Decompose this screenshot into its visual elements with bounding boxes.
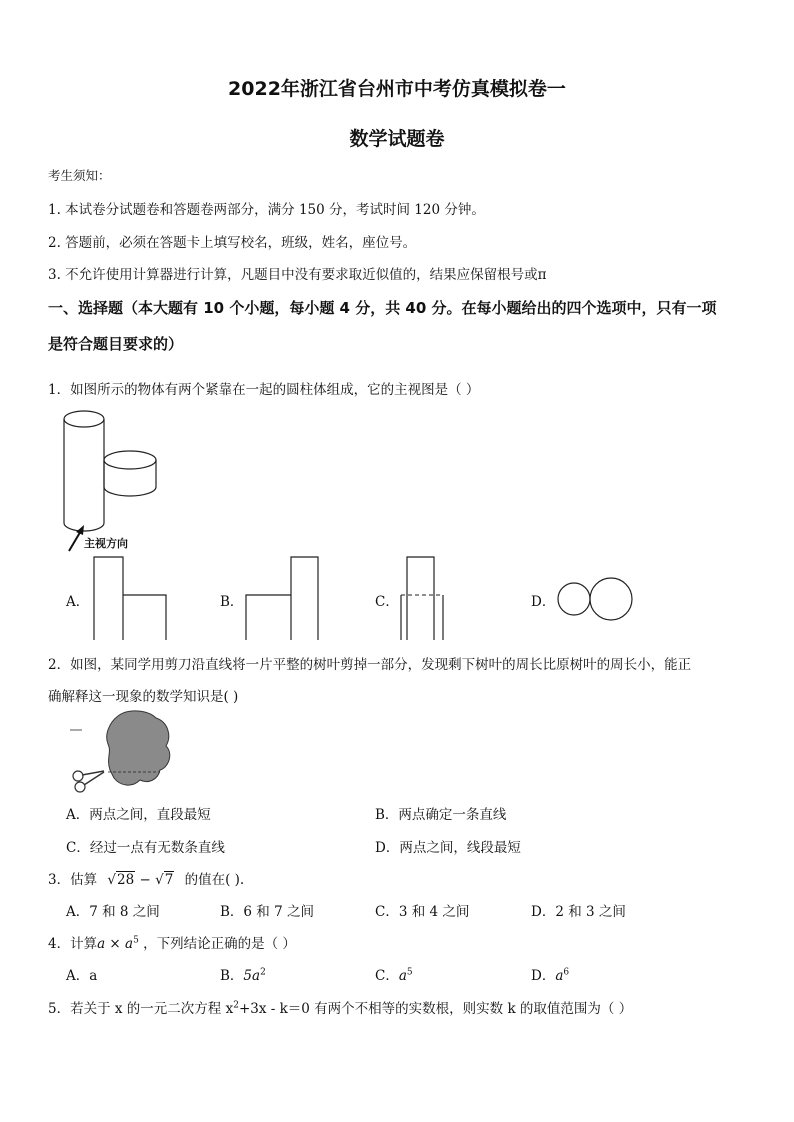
q4-stem-prefix: 4．计算 [48,936,98,952]
q1-option-d-label: D． [531,594,556,610]
q4-option-b-exp: 2 [260,967,266,978]
question-1-stem: 1．如图所示的物体有两个紧靠在一起的圆柱体组成，它的主视图是（ ） [48,382,480,398]
q3-option-a: A．7 和 8 之间 [66,904,160,920]
q4-option-d-base: a [555,968,564,984]
q1-option-b-figure [245,556,325,640]
q3-option-c: C．3 和 4 之间 [375,904,470,920]
q5-sup: 2 [233,1000,239,1011]
question-2-stem-line2: 确解释这一现象的数学知识是( ) [48,689,239,705]
q4-option-b-label: B． [220,968,244,984]
q3-radicand-a: 28 [117,872,135,888]
q4-option-a-label: A． [66,968,90,984]
q4-option-d-label: D． [531,968,556,984]
sqrt-icon: √ [155,872,164,888]
q4-option-b-base: 5a [243,968,261,984]
q1-direction-label: 主视方向 [84,537,128,550]
q4-option-c-exp: 5 [406,967,413,978]
q2-option-b: B．两点确定一条直线 [375,807,507,823]
q2-option-a: A．两点之间，直段最短 [66,807,211,823]
q1-option-b-label: B． [220,594,244,610]
q2-option-c: C．经过一点有无数条直线 [66,840,225,856]
q5-stem-suffix: +3x - k＝0 有两个不相等的实数根，则实数 k 的取值范围为（ ） [238,1001,633,1017]
notice-item-1: 1. 本试卷分试题卷和答题卷两部分，满分 150 分，考试时间 120 分钟。 [48,202,485,218]
q1-option-a-figure [93,556,173,640]
q3-option-b: B．6 和 7 之间 [220,904,314,920]
q2-leaf-scissors-figure [68,708,178,794]
q1-cylinders-figure [55,405,165,555]
q4-option-c-base: a [398,968,407,984]
page-title: 2022年浙江省台州市中考仿真模拟卷一 [228,78,566,100]
notice-item-3: 3. 不允许使用计算器进行计算，凡题目中没有要求取近似值的，结果应保留根号或π [48,267,547,283]
q3-stem-prefix: 3．估算 [48,872,98,888]
notice-item-2: 2. 答题前，必须在答题卡上填写校名，班级，姓名，座位号。 [48,235,417,251]
section-heading-line2: 是符合题目要求的） [48,335,184,353]
question-4-stem [48,932,296,952]
q4-option-d [531,964,569,984]
q1-option-d-figure [557,578,637,624]
q3-radicand-b: 7 [164,872,174,888]
q4-option-d-exp: 6 [563,967,570,978]
q1-option-c-label: C． [375,594,399,610]
question-5-stem [48,997,632,1017]
q4-expr-exp: 5 [133,935,139,946]
page-subtitle: 数学试题卷 [349,128,445,150]
q4-stem-suffix: ，下列结论正确的是（ ） [143,936,296,952]
q4-option-a-base: a [89,968,98,984]
notice-heading: 考生须知： [48,168,111,183]
q3-stem-suffix: 的值在( ). [184,872,245,888]
q4-expr: a × a [97,936,134,952]
section-heading-line1: 一、选择题（本大题有 10 个小题，每小题 4 分，共 40 分。在每小题给出的四个选项中，只有一项 [48,299,717,317]
q4-option-b [220,964,266,984]
question-3-stem [48,868,244,888]
q4-option-c-label: C． [375,968,399,984]
q5-stem-prefix: 5．若关于 x 的一元二次方程 x [48,1001,234,1017]
q4-option-c [375,964,413,984]
q3-minus: − [139,872,151,888]
q1-option-a-label: A． [66,594,90,610]
q4-option-a [66,964,97,984]
question-2-stem-line1: 2．如图，某同学用剪刀沿直线将一片平整的树叶剪掉一部分，发现剩下树叶的周长比原树叶的周长小，能正 [48,657,692,673]
sqrt-icon: √ [107,872,116,888]
q2-option-d: D．两点之间，线段最短 [375,840,521,856]
q3-option-d: D．2 和 3 之间 [531,904,626,920]
q1-option-c-figure [400,556,450,640]
